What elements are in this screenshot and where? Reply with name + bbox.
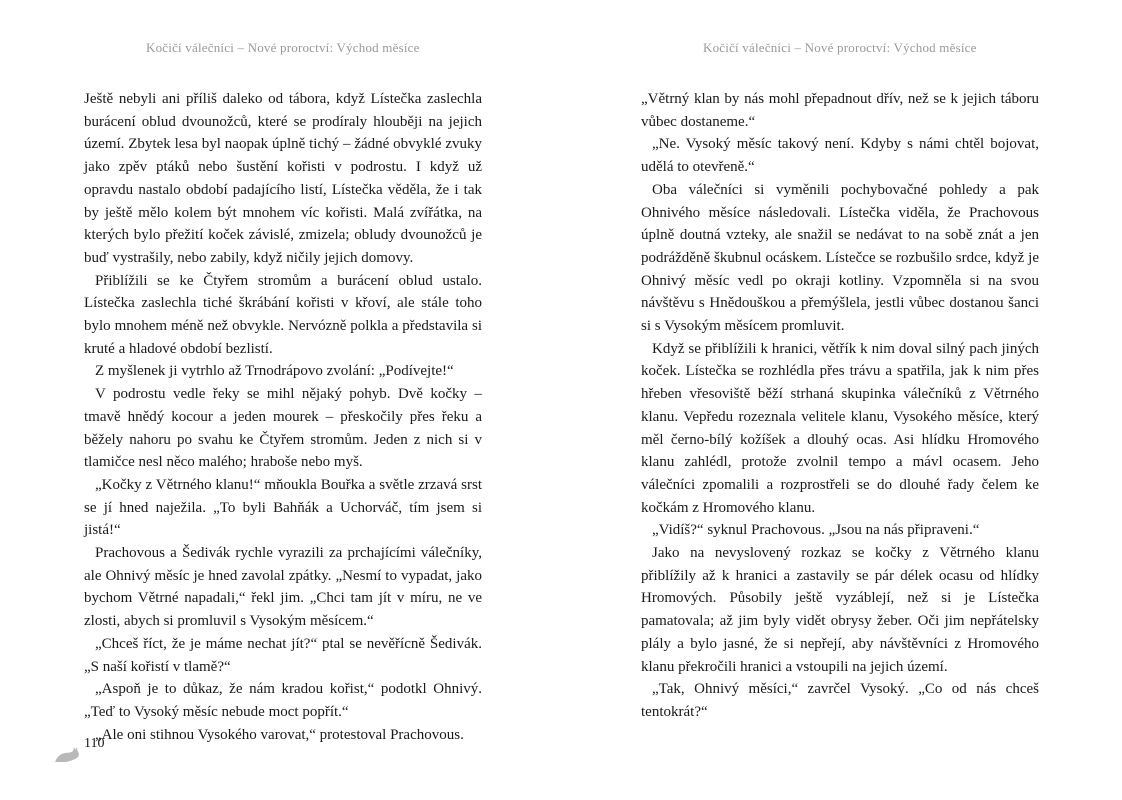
paragraph: Ještě nebyli ani příliš daleko od tábora, když Lístečka zaslechla burácení oblud dvounožců, které se prodíraly hlouběji na jejich území. Zbytek lesa byl naopak úplně tichý – žádné obvyklé zvuky jako zpěv ptáků nebo šustění kořisti v podrostu. I když už opravdu nastalo období padajícího listí, Lístečka věděla, že i tak by ještě mělo kolem být mnohem víc kořisti. Malá zvířátka, na kterých bylo přežití koček závislé, zmizela; obludy dvounožců je buď vystrašily, nebo zabily, když ničily jejich domovy. (84, 91, 482, 266)
running-head: Kočičí válečníci – Nové proroctví: Východ měsíce (703, 40, 977, 55)
paragraph: „Vidíš?“ syknul Prachovous. „Jsou na nás připraveni.“ (652, 522, 980, 539)
paragraph: Když se přiblížili k hranici, větřík k nim doval silný pach jiných koček. Lístečka se rozhlédla přes trávu a spatřila, jak k nim přes hřeben vřesoviště běží strhaná skupinka válečníků z Větrného klanu. Vepředu rozeznala velitele klanu, Vysokého měsíce, který měl černo-bílý kožíšek a dlouhý ocas. Asi hlídku Hromového klanu zahlédl, protože zvolnil tempo a mávl ocasem. Jeho válečníci zpomalili a rozprostřeli se do dlouhé řady čelem ke kočkám z Hromového klanu. (641, 340, 1039, 516)
paragraph: „Ale oni stihnou Vysokého varovat,“ protestoval Prachovous. (95, 726, 464, 743)
paragraph: V podrostu vedle řeky se mihl nějaký pohyb. Dvě kočky – tmavě hnědý kocour a jeden mourek – přeskočily přes řeku a běžely nahoru po svahu ke Čtyřem stromům. Jeden z nich si v tlamičce nesl něco malého; hraboše nebo myš. (84, 386, 482, 471)
right-page (561, 0, 1122, 800)
paragraph: „Tak, Ohnivý měsíci,“ zavrčel Vysoký. „Co od nás chceš tentokrát?“ (641, 681, 1039, 720)
paragraph: Oba válečníci si vyměnili pochybovačné pohledy a pak Ohnivého měsíce následovali. Lístečka viděla, že Prachovous úplně doutná vzteky, ale snažil se nedávat to na sobě znát a jen podrážděně škubnul ocáskem. Lístečce se rozbušilo srdce, když je Ohnivý měsíc vedl po okraji kotliny. Vzpomněla si na svou návštěvu s Hnědouškou a přemýšlela, jestli vůbec dostanou šanci si s Vysokým měsícem promluvit. (641, 181, 1039, 335)
paragraph: Jako na nevyslovený rozkaz se kočky z Větrného klanu přiblížily až k hranici a zastavily se pár délek ocasu od hlídky Hromových. Působily ještě vyzáblejí, než si je Lístečka pamatovala; až jim byly vidět obrysy žeber. Oči jim nepřátelsky plály a bylo jasné, že si nepřejí, aby návštěvníci z Hromového klanu překročili hranici a vstoupili na jejich území. (641, 545, 1039, 675)
running-head: Kočičí válečníci – Nové proroctví: Východ měsíce (146, 40, 420, 55)
paragraph: „Aspoň je to důkaz, že nám kradou kořist,“ podotkl Ohnivý. „Teď to Vysoký měsíc nebude moct popřít.“ (84, 681, 482, 720)
paragraph: Přiblížili se ke Čtyřem stromům a burácení oblud ustalo. Lístečka zaslechla tiché škrábání kořisti v křoví, ale stále toho bylo mnohem méně než obvykle. Nervózně polkla a představila si kruté a hladové období bezlistí. (84, 272, 482, 357)
paragraph: „Kočky z Větrného klanu!“ mňoukla Bouřka a světle zrzavá srst se jí hned naježila. „To byli Bahňák a Uchorváč, tím jsem si jistá!“ (84, 476, 482, 539)
page-number: 110 (84, 736, 105, 751)
cat-silhouette-icon (54, 745, 80, 763)
paragraph: „Chceš říct, že je máme nechat jít?“ ptal se nevěřícně Šedivák. „S naší kořistí v tlamě?“ (84, 635, 482, 675)
body-text (641, 88, 1039, 724)
paragraph: Z myšlenek ji vytrhlo až Trnodrápovo zvolání: „Podívejte!“ (95, 363, 454, 380)
body-text (84, 88, 482, 746)
paragraph: „Větrný klan by nás mohl přepadnout dřív, než se k jejich táboru vůbec dostaneme.“ (641, 91, 1039, 130)
paragraph: „Ne. Vysoký měsíc takový není. Kdyby s námi chtěl bojovat, udělá to otevřeně.“ (641, 136, 1039, 176)
paragraph: Prachovous a Šedivák rychle vyrazili za prchajícími válečníky, ale Ohnivý měsíc je hned zavolal zpátky. „Nesmí to vypadat, jako bychom Větrné napadali,“ řekl jim. „Chci tam jít v míru, ne ve zlosti, abych si promluvil s Vysokým měsícem.“ (84, 545, 482, 630)
